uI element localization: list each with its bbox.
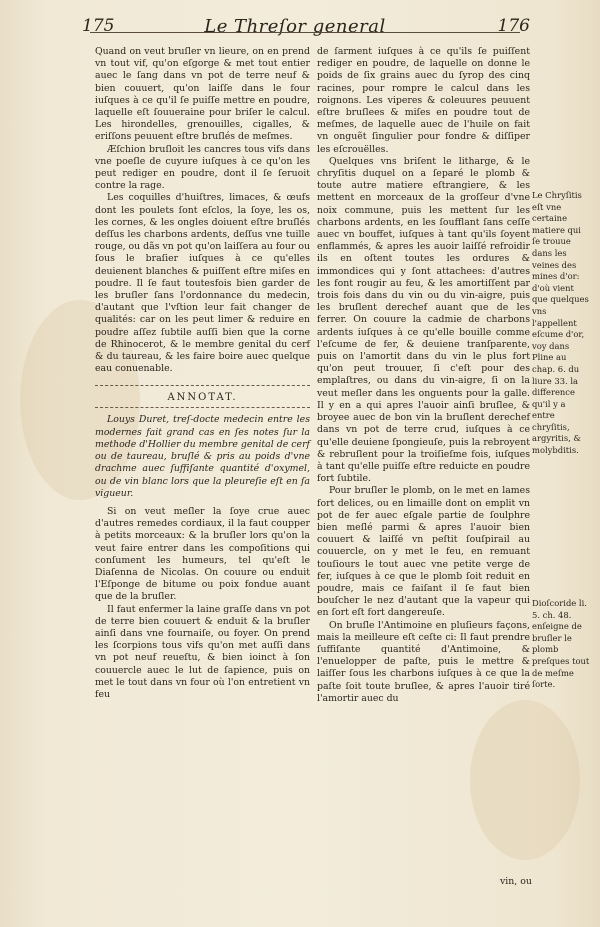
section-divider — [95, 385, 310, 386]
margin-note-dioscoride: Dioſcoride li. 5. ch. 48. enſeigne de bruſler le plomb preſques tout de meſme ſorte. — [532, 598, 590, 690]
section-divider — [95, 407, 310, 408]
catchword: vin, ou — [500, 876, 532, 887]
running-title: Le Threſor general — [204, 16, 386, 37]
paragraph: Æſchion bruſloit les cancres tous vifs dans vne poeſle de cuyure iuſques à ce qu'on les peut rediger en poudre, dont il ſe ſeruoit contre la rage. — [95, 143, 310, 192]
right-column — [317, 46, 530, 705]
left-column — [95, 46, 310, 701]
margin-notes — [532, 190, 590, 690]
page-header — [60, 16, 530, 40]
paragraph: Il faut enfermer la laine graſſe dans vn pot de terre bien couuert & enduit & la bruſler ainſi dans vne fournaiſe, ou foyer. On prend les ſcorpions tous vifs qu'on met auſſi dans vn pot neuf reueſtu, & bien ioinct à ſon couuercle auec le lut de ſapience, puis on met le tout dans vn four où l'on entretient vn feu — [95, 603, 310, 700]
right-folio: 176 — [497, 16, 530, 36]
paragraph: de ſarment iuſques à ce qu'ils ſe puiſſent rediger en poudre, de laquelle on donne le poids de ſix grains auec du ſyrop des cinq racines, pour rompre le calcul dans les roignons. Les viperes & coleuures peuuent eſtre bruſlees & miſes en poudre tout de meſmes, de laquelle auec de l'huile on fait vn onguẽt ſingulier pour fondre & diſſiper les eſcrouëlles. — [317, 46, 530, 155]
annotation-text: Louys Duret, treſ-docte medecin entre les modernes fait grand cas en ſes notes ſur la methode d'Hollier du membre genital de cerf ou de taureau, bruſlé & pris au poids d'vne drachme auec ſuffiſante quantité d'oxymel, ou de vin blanc lors que la pleureſie eſt en ſa vigueur. — [95, 414, 310, 499]
margin-note-chrysitis: Le Chryſitis eſt vne certaine matiere qui ſe trouue dans les veines des mines d'or: d'où vient que quelques vns l'appellent eſcume d'or, voy dans Pline au chap. 6. du liure 33. la difference qu'il y a entre chryſitis, argyritis, & molybditis. — [532, 190, 589, 456]
paragraph: Quand on veut bruſler vn lieure, on en prend vn tout vif, qu'on eſgorge & met tout entier auec le ſang dans vn pot de terre neuf & bien couuert, qu'on laiſſe dans le four iuſques à ce qu'il ſe puiſſe mettre en poudre, laquelle eſt ſouueraine pour briſer le calcul. Les hirondelles, grenouilles, cigalles, & eriſſons peuuent eſtre bruſlés de meſmes. — [95, 46, 310, 143]
left-folio: 175 — [82, 16, 115, 36]
paragraph: Quelques vns briſent le litharge, & le chryſitis duquel on a ſeparé le plomb & toute autre matiere eſtrangiere, & les mettent en morceaux de la groſſeur d'vne noix commune, puis les mettent ſur les charbons ardents, en les ſoufflant ſans ceſſe auec vn bouffet, iuſques à tant qu'ils ſoyent enflammés, & apres les auoir laiſſé refroidir ils en oſtent toutes les ordures & immondices qui y ſont attachees: d'autres les font rougir au feu, & les amortiſſent par trois fois dans du vin ou du vin-aigre, puis les bruſlent derechef auant que de les ferrer. On couure la cadmie de charbons ardents iuſques à ce qu'elle bouille comme l'eſcume de fer, & deuiene tranſparente, puis on l'amortit dans du vin le plus fort qu'on peut trouuer, ſi c'eſt pour des emplaſtres, ou dans du vin-aigre, ſi on la veut meſler dans les onguents pour la galle. Il y en a qui apres l'auoir ainſi bruſlee, & broyee auec de bon vin la bruſlent derechef dans vn pot de terre crud, iuſques à ce qu'elle deuiene ſpongieuſe, puis la rebroyent & rebruſlent pour la troiſieſme fois, iuſques à tant qu'elle puiſſe eſtre reduicte en poudre fort ſubtile. — [317, 155, 530, 485]
annotation-heading: ANNOTAT. — [167, 392, 238, 404]
paper-stain — [470, 700, 580, 860]
paragraph: Pour bruſler le plomb, on le met en lames fort delices, ou en limaille dont on emplit vn pot de fer auec eſgale partie de ſoulphre bien meſlé parmi & apres l'auoir bien couuert & laiſſé vn peſtit ſouſpirail au couuercle, on y met le feu, en remuant touſiours le tout auec vne petite verge de fer, iuſques à ce que le plomb ſoit reduit en poudre, mais ce faiſant il ſe faut bien bouſcher le nez d'autant que la vapeur qui en ſort eſt fort dangereuſe. — [317, 485, 530, 619]
paragraph: On bruſle l'Antimoine en pluſieurs façons, mais la meilleure eſt ceſte ci: Il faut prendre ſuffiſante quantité d'Antimoine, & l'enuelopper de paſte, puis le mettre & laiſſer ſous les charbons iuſques à ce que la paſte ſoit toute bruſlee, & apres l'auoir tiré l'amortir auec du — [317, 619, 530, 704]
header-rule — [90, 32, 520, 33]
paragraph: Si on veut meſler la ſoye crue auec d'autres remedes cordiaux, il la faut coupper à petits morceaux: & la bruſler lors qu'on la veut faire entrer dans les compoſitions qui conſument les humeurs, tel qu'eſt le Diaſenna de Nicolas. On couure ou enduit l'Eſponge de bitume ou poix fondue auant que de la bruſler. — [95, 505, 310, 603]
paragraph: Les coquilles d'huiſtres, limaces, & œufs dont les poulets ſont eſclos, la ſoye, les os, les cornes, & les ongles doiuent eſtre bruſlés deſſus les charbons ardents, deſſus vne tuille rouge, ou dãs vn pot qu'on laiſſera au four ou ſous le braſier iuſques à ce qu'elles deuienent blanches & puiſſent eſtre miſes en poudre. Il ſe faut toutesfois bien garder de les bruſler ſans l'ordonnance du medecin, d'autant que l'vſtion leur fait changer de qualités: car on les peut limer & reduire en poudre aſſez ſubtile auſſi bien que la corne de Rhinocerot, & le membre genital du cerf & du taureau, & les faire boire auec quelque eau conuenable. — [95, 192, 311, 375]
